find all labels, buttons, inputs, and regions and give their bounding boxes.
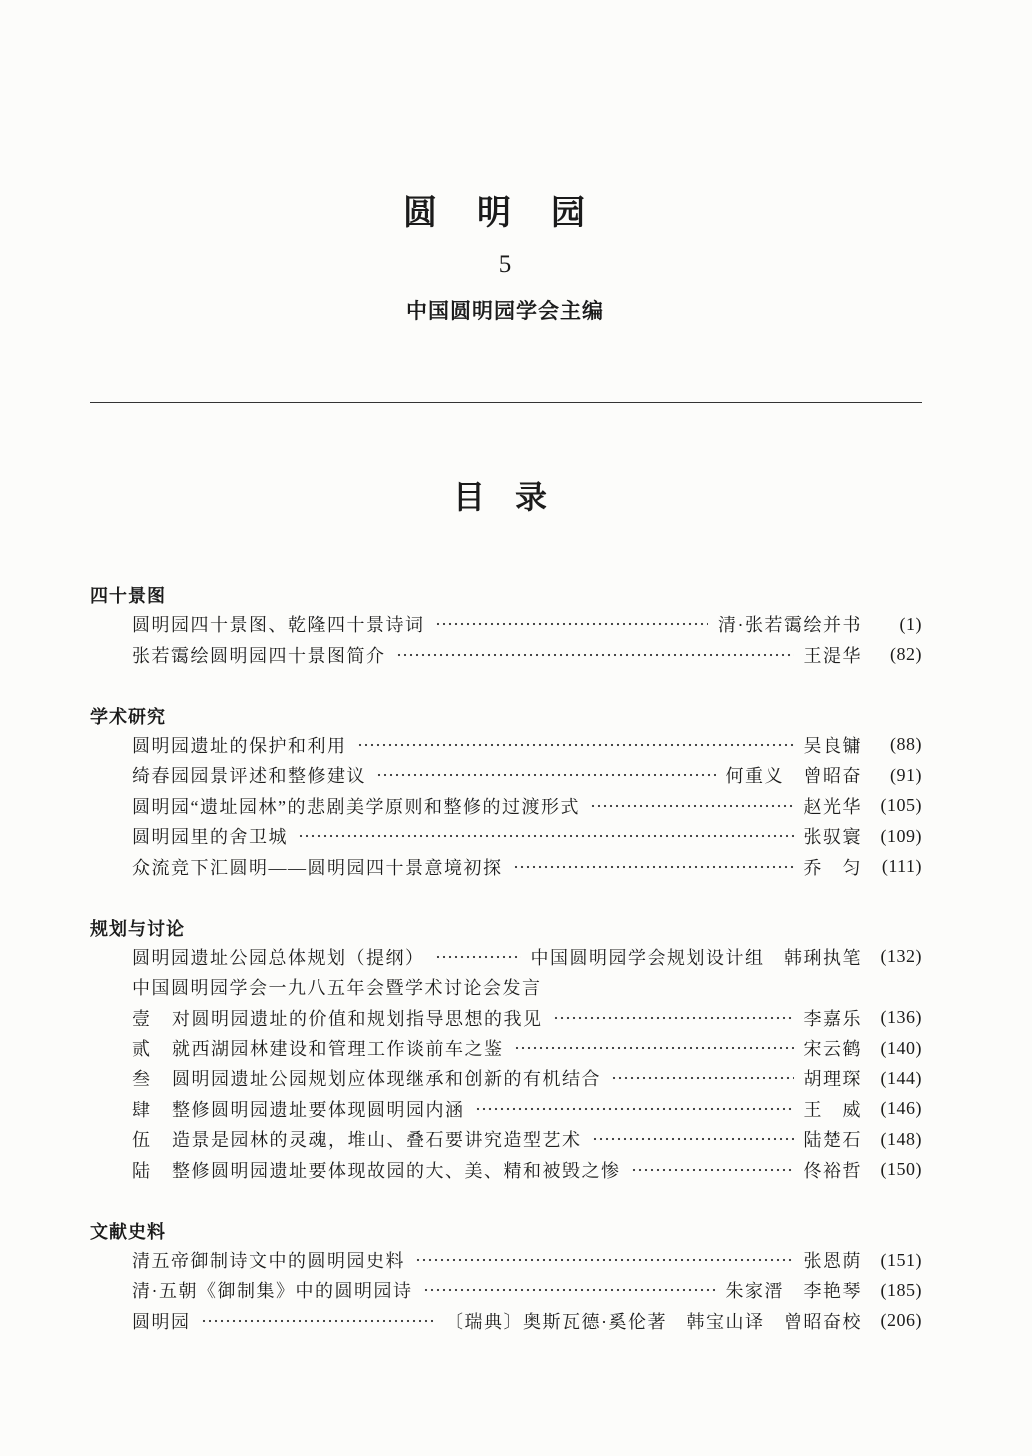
toc-entry[interactable] [90, 1003, 922, 1033]
entry-title: 造景是园林的灵魂，堆山、叠石要讲究造型艺术 [172, 1130, 582, 1151]
toc-entry[interactable] [90, 1154, 922, 1184]
entry-title: 整修圆明园遗址要体现故园的大、美、精和被毁之惨 [172, 1160, 621, 1181]
entry-author: 中国圆明园学会规划设计组 韩琍执笔 [530, 947, 862, 968]
toc-entry[interactable] [90, 1063, 922, 1093]
toc-entry[interactable] [90, 760, 922, 790]
entry-page: (111) [881, 856, 922, 877]
entry-title: 圆明园“遗址园林”的悲剧美学原则和整修的过渡形式 [132, 796, 580, 817]
dot-leader [513, 863, 794, 871]
entry-marker: 伍 [132, 1130, 152, 1151]
dot-leader [415, 1256, 794, 1264]
entry-page: (136) [880, 1007, 922, 1028]
entry-page: (82) [890, 644, 922, 665]
entry-author: 张恩荫 [803, 1251, 862, 1272]
dot-leader [435, 620, 709, 628]
entry-author: 朱家溍 李艳琴 [725, 1281, 862, 1302]
dot-leader [357, 741, 794, 749]
book-title: 圆明园 [403, 194, 625, 232]
dot-leader [376, 771, 716, 779]
dot-leader [396, 651, 794, 659]
dot-leader [475, 1105, 794, 1113]
toc-entry[interactable] [90, 1275, 922, 1305]
toc-entry[interactable] [90, 1245, 922, 1275]
table-of-contents [90, 583, 922, 1336]
toc-entry[interactable] [90, 942, 922, 972]
section-title: 文献史料 [90, 1221, 166, 1242]
group-title: 中国圆明园学会一九八五年会暨学术讨论会发言 [132, 978, 542, 999]
dot-leader [590, 802, 794, 810]
entry-page: (144) [880, 1067, 922, 1088]
entry-title: 圆明园遗址的保护和利用 [132, 735, 347, 756]
entry-page: (185) [880, 1279, 922, 1300]
entry-page: (88) [890, 734, 922, 755]
toc-group-heading [90, 972, 922, 1002]
section-title: 四十景图 [90, 586, 166, 606]
entry-title: 圆明园里的舍卫城 [132, 827, 288, 848]
entry-page: (109) [880, 825, 922, 846]
toc-entry[interactable] [90, 1033, 922, 1063]
entry-author: 张驭寰 [803, 827, 862, 848]
entry-author: 王 威 [803, 1099, 862, 1120]
entry-title: 圆明园四十景图、乾隆四十景诗词 [132, 615, 425, 636]
dot-leader [611, 1074, 794, 1082]
section-title: 规划与讨论 [90, 918, 185, 939]
entry-page: (105) [880, 795, 922, 816]
toc-section [90, 583, 922, 670]
entry-page: (151) [880, 1249, 922, 1270]
horizontal-rule [90, 402, 922, 403]
dot-leader [201, 1317, 436, 1325]
entry-author: 宋云鹤 [803, 1039, 862, 1060]
entry-author: 清·张若霭绘并书 [718, 615, 862, 636]
entry-title: 对圆明园遗址的价值和规划指导思想的我见 [172, 1008, 543, 1029]
entry-title: 清·五朝《御制集》中的圆明园诗 [132, 1281, 413, 1302]
book-editor: 中国圆明园学会主编 [406, 300, 604, 323]
dot-leader [631, 1166, 794, 1174]
entry-author: 〔瑞典〕奥斯瓦德·奚伦著 韩宝山译 曾昭奋校 [445, 1311, 862, 1332]
entry-marker: 肆 [132, 1099, 152, 1120]
toc-entry[interactable] [90, 1094, 922, 1124]
entry-author: 佟裕哲 [803, 1160, 862, 1181]
dot-leader [435, 953, 521, 961]
entry-page: (150) [880, 1159, 922, 1180]
entry-page: (140) [880, 1037, 922, 1058]
entry-author: 吴良镛 [803, 735, 862, 756]
toc-entry[interactable] [90, 851, 922, 881]
entry-author: 王湜华 [803, 645, 862, 666]
entry-author: 何重义 曾昭奋 [725, 766, 862, 787]
entry-page: (1) [899, 613, 922, 634]
toc-heading: 目录 [452, 479, 577, 515]
entry-title: 清五帝御制诗文中的圆明园史料 [132, 1251, 405, 1272]
dot-leader [298, 832, 794, 840]
entry-title: 绮春园园景评述和整修建议 [132, 766, 366, 787]
entry-title: 圆明园遗址公园总体规划（提纲） [132, 947, 425, 968]
section-title: 学术研究 [90, 706, 166, 727]
toc-entry[interactable] [90, 821, 922, 851]
entry-page: (91) [890, 764, 922, 785]
dot-leader [553, 1014, 794, 1022]
entry-page: (132) [880, 946, 922, 967]
entry-title: 整修圆明园遗址要体现圆明园内涵 [172, 1099, 465, 1120]
entry-author: 胡理琛 [803, 1069, 862, 1090]
dot-leader [514, 1044, 794, 1052]
entry-title: 就西湖园林建设和管理工作谈前车之鉴 [172, 1039, 504, 1060]
entry-author: 赵光华 [803, 796, 862, 817]
toc-entry[interactable] [90, 1306, 922, 1336]
entry-title: 张若霭绘圆明园四十景图简介 [132, 645, 386, 666]
toc-section [90, 704, 922, 882]
book-volume: 5 [498, 251, 512, 278]
toc-entry[interactable] [90, 1124, 922, 1154]
entry-author: 陆楚石 [803, 1130, 862, 1151]
toc-section [90, 1219, 922, 1336]
dot-leader [592, 1135, 794, 1143]
entry-title: 圆明园遗址公园规划应体现继承和创新的有机结合 [172, 1069, 601, 1090]
entry-author: 李嘉乐 [803, 1008, 862, 1029]
entry-title: 圆明园 [132, 1311, 191, 1332]
toc-entry[interactable] [90, 791, 922, 821]
toc-section [90, 916, 922, 1185]
entry-page: (148) [880, 1128, 922, 1149]
entry-author: 乔 匀 [803, 857, 862, 878]
entry-page: (146) [880, 1098, 922, 1119]
entry-marker: 陆 [132, 1160, 152, 1181]
toc-entry[interactable] [90, 639, 922, 669]
entry-title: 众流竞下汇圆明——圆明园四十景意境初探 [132, 857, 503, 878]
entry-page: (206) [880, 1310, 922, 1331]
entry-marker: 壹 [132, 1008, 152, 1029]
entry-marker: 叁 [132, 1069, 152, 1090]
entry-marker: 贰 [132, 1039, 152, 1060]
toc-entry[interactable] [90, 609, 922, 639]
dot-leader [423, 1286, 716, 1294]
toc-entry[interactable] [90, 730, 922, 760]
